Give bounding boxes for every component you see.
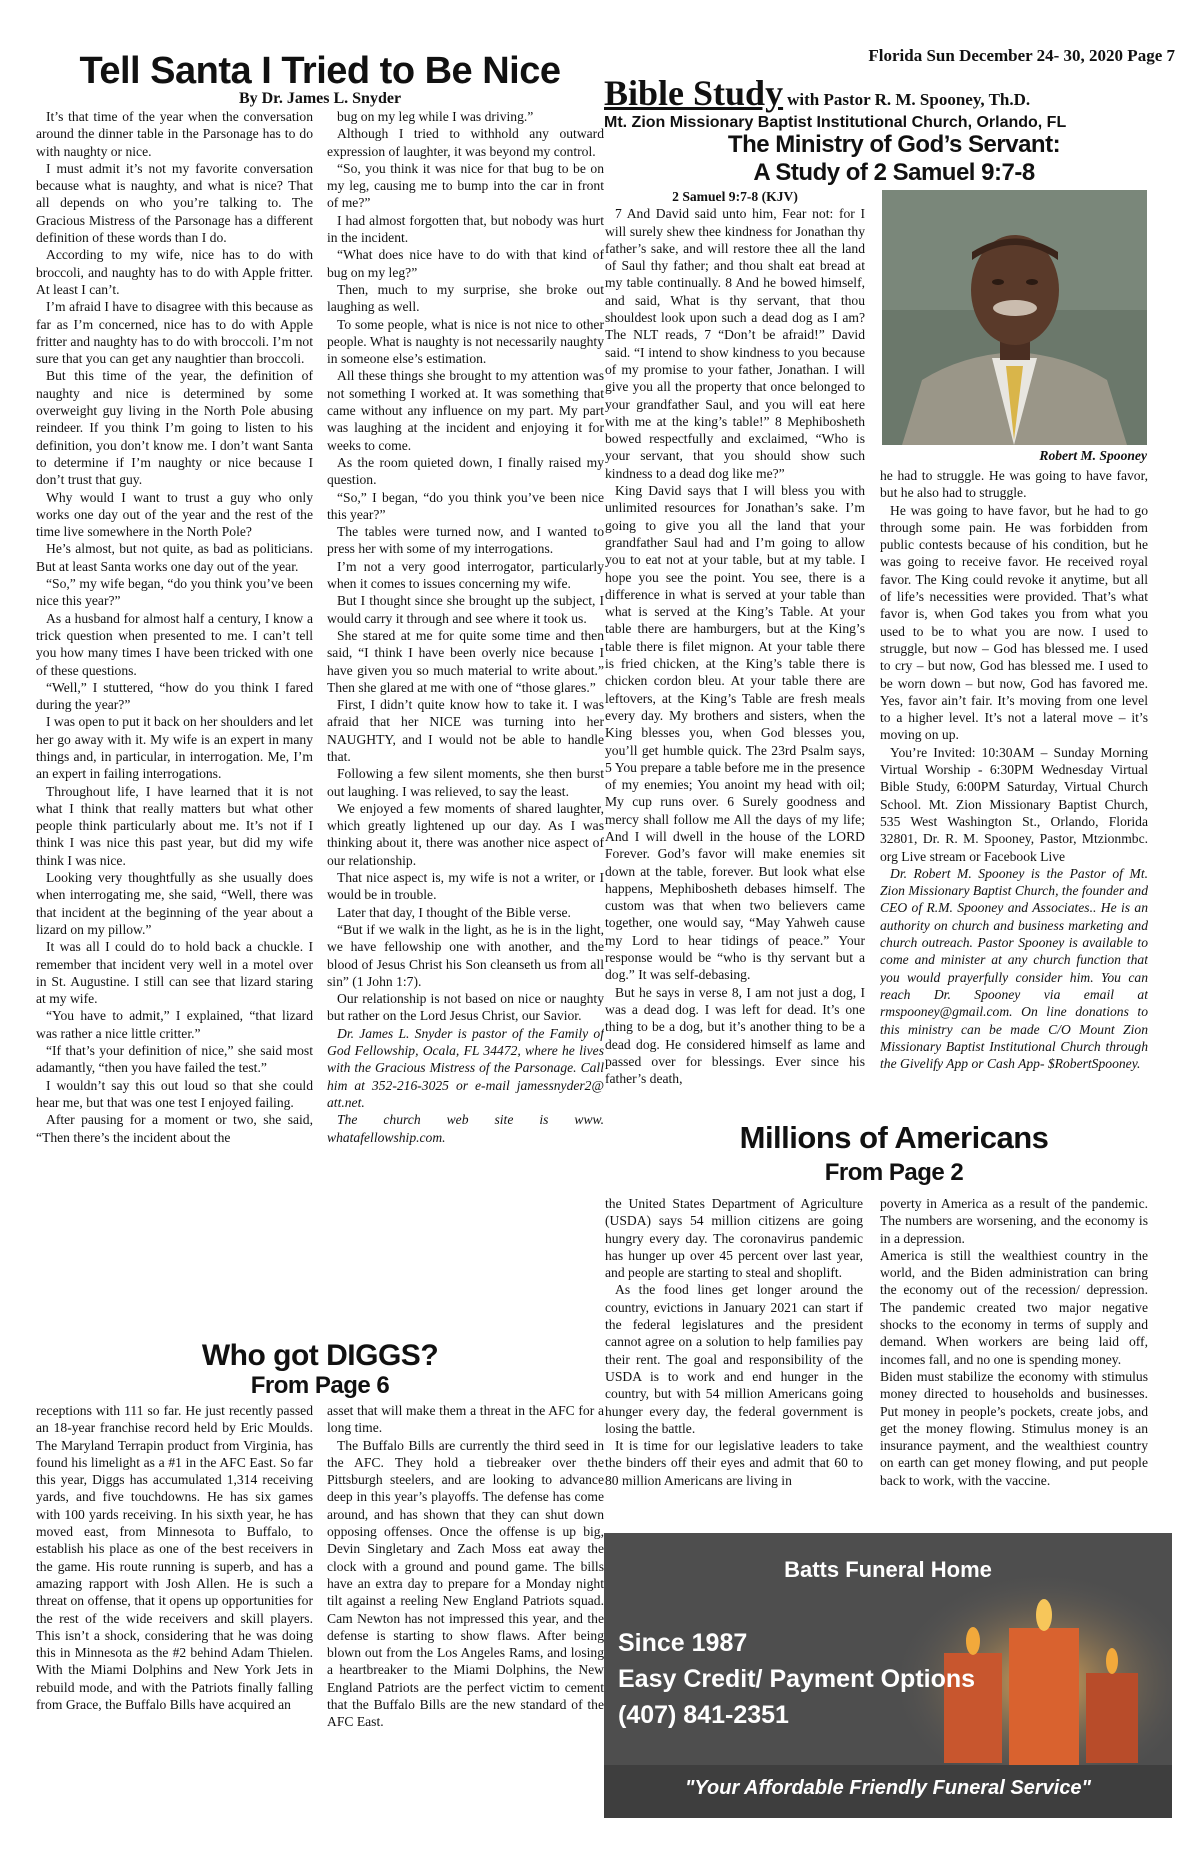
photo-caption: Robert M. Spooney xyxy=(1039,448,1147,463)
paragraph: But I thought since she brought up the subject, I would carry it through and see where it took us. xyxy=(327,593,604,626)
pastor-bio: Dr. Robert M. Spooney is the Pastor of Mt. Zion Missionary Baptist Church, the founder and CEO of R.M. Spooney and Associates.. He is an authority on church and business marketing and church outreach. Pastor Spooney is available to come and minister at any church function that you would prayerfully consider him. You can reach Dr. Spooney via email at rmspooney@gmail.com. On line donations to this ministry can be made C/O Mount Zion Missionary Baptist Institutional Church through the Givelify App or Cash App- $RobertSpooney. xyxy=(880,865,1148,1072)
millions-column-2 xyxy=(880,1195,1148,1525)
paragraph: But this time of the year, the definition of naughty and nice is determined by some overweight guy living in the North Pole abusing reindeer. If you think I’m going to listen to his definition, you don’t know me. I don’t want Santa to determine if I’m naughty or nice because I don’t trust that guy. xyxy=(36,368,313,488)
paragraph: The Buffalo Bills are currently the third seed in the AFC. They hold a tiebreaker over the Pittsburgh steelers, and are looking to advance deep in this year’s playoffs. The defense has come around, and has shown that they can shut down opposing offenses. Once the offense is up big, Devin Singletary and Zach Moss eat away the clock with a ground and pound game. The bills have an extra day to prepare for a Monday night tilt against a reeling New England Patriots squad. Cam Newton has not impressed this year, and the defense is starting to show flaws. After being blown out from the Los Angeles Rams, and losing a heartbreaker to the Miami Dolphins, the New England Patriots are the perfect victim to cement that the Buffalo Bills are the new standard of the AFC East. xyxy=(327,1437,604,1730)
paragraph: As the food lines get longer around the country, evictions in January 2021 can start if the federal legislatures and the president cannot agree on a solution to help families pay their rent. The goal and responsibility of the USDA is to work and end hunger in the country, but with 54 million Americans going hunger every day, the federal government is losing the battle. xyxy=(605,1282,863,1436)
paragraph: It was all I could do to hold back a chuckle. I remember that incident very well in a motel over in St. Augustine. I still can see that lizard staring at my wife. xyxy=(36,939,313,1007)
diggs-column-1 xyxy=(36,1402,313,1817)
paragraph: That nice aspect is, my wife is not a writer, or I would be in trouble. xyxy=(327,870,604,903)
paragraph: Our relationship is not based on nice or naughty but rather on the Lord Jesus Christ, our Savior. xyxy=(327,991,604,1024)
pastor-portrait-illustration xyxy=(882,190,1147,445)
paragraph: He’s almost, but not quite, as bad as politicians. But at least Santa works one day out of the year. xyxy=(36,541,313,574)
paragraph: I was open to put it back on her shoulders and let her go away with it. My wife is an expert in many things and, in particular, in interrogation. Me, I’m an expert in failing interrogations. xyxy=(36,714,313,782)
paragraph: “If that’s your definition of nice,” she said most adamantly, “then you have failed the test.” xyxy=(36,1043,313,1076)
santa-byline: By Dr. James L. Snyder xyxy=(238,90,402,107)
paragraph: the United States Department of Agriculture (USDA) says 54 million citizens are going hungry every day. The coronavirus pandemic has hunger up over 45 percent over last year, and people are starting to steal and shoplift. xyxy=(605,1196,863,1281)
paragraph: First, I didn’t quite know how to take it. I was afraid that her NICE was turning into her NAUGHTY, and I would not be able to handle that. xyxy=(327,697,604,764)
paragraph: “Well,” I stuttered, “how do you think I fared during the year?” xyxy=(36,679,313,713)
paragraph: To some people, what is nice is not nice to other people. What is naughty is not necessarily naughty in someone else’s estimation. xyxy=(327,316,604,367)
paragraph: She stared at me for quite some time and then said, “I think I have been overly nice because I have given you so much material to write about.” Then she glared at me with one of “those glares.” xyxy=(327,627,604,695)
paragraph: Looking very thoughtfully as she usually does when interrogating me, she said, “Well, there was that incident at the beginning of the year about a lizard on my pillow.” xyxy=(36,870,313,937)
paragraph: Although I tried to withhold any outward expression of laughter, it was beyond my control. xyxy=(327,126,604,159)
bible-study-header xyxy=(604,72,1184,114)
church-website: The church web site is www. whatafellowship.com. xyxy=(327,1112,604,1145)
paragraph: All these things she brought to my attention was not something I worked at. It was something that came without any influence on my part. My part was laughing at the incident and enjoying it for weeks to come. xyxy=(327,368,604,453)
ad-business-name: Batts Funeral Home xyxy=(784,1557,992,1582)
paragraph: I must admit it’s not my favorite conversation because what is naughty, and what is nice? That all depends on who you’re talking to. The Gracious Mistress of the Parsonage has a different definition of these words than I do. xyxy=(36,160,313,246)
paragraph: I’m afraid I have to disagree with this because as far as I’m concerned, nice has to do with Apple fritter and naughty has to do with broccoli. I’m not sure that you can get any naughtier than broccoli. xyxy=(36,299,313,367)
millions-headline: Millions of Americans xyxy=(739,1120,1049,1155)
diggs-column-2 xyxy=(327,1402,604,1817)
paragraph: 7 And David said unto him, Fear not: for I will surely shew thee kindness for Jonathan thy father’s sake, and will restore thee all the land of Saul thy father; and thou shalt eat bread at my table continually. 8 And he bowed himself, and said, What is thy servant, that thou shouldest look upon such a dead dog as I am? The NLT reads, 7 “Don’t be afraid!” David said. “I intend to show kindness to you because of my promise to your father, Jonathan. I will give you all the property that once belonged to your grandfather Saul, and you will eat here with me at the king’s table!” 8 Mephibosheth bowed respectfully and exclaimed, “Who is your servant, that you should show such kindness to a dead dog like me?” xyxy=(605,206,865,481)
bible-column-1 xyxy=(605,188,865,1113)
paragraph: poverty in America as a result of the pandemic. The numbers are worsening, and the economy is in a depression. xyxy=(880,1196,1148,1246)
ad-phone: (407) 841-2351 xyxy=(618,1701,789,1729)
paragraph: “But if we walk in the light, as he is in the light, we have fellowship one with another, and the blood of Jesus Christ his Son cleanseth us from all sin” (1 John 1:7). xyxy=(327,921,604,989)
paragraph: He was going to have favor, but he had to go through some pain. He was forbidden from public contests because of his condition, but he was going to receive favor. He received royal favor. The King could revoke it anytime, but all of life’s necessities were provided. That’s what favor is, when God takes you from what you used to be to what you are now. I used to struggle, but now – God has blessed me. I used to cry – but now, God has blessed me. I used to be worn down – but now, God has favored me. Yes, favor ain’t fair. It’s moving from one level to a higher level. It’s not a lateral move – it’s moving on up. xyxy=(880,502,1148,743)
bible-headline-1: The Ministry of God’s Servant: xyxy=(727,131,1061,158)
page-folio: Florida Sun December 24- 30, 2020 Page 7 xyxy=(868,46,1175,65)
pastor-photo xyxy=(882,190,1147,445)
paragraph: I had almost forgotten that, but nobody was hurt in the incident. xyxy=(327,212,604,246)
paragraph: America is still the wealthiest country in the world, and the Biden administration can bring the economy out of the recession/ depression. The pandemic created two major negative shocks to the economy in terms of supply and demand. When workers are being laid off, incomes fall, and no one is spending money. xyxy=(880,1247,1148,1367)
paragraph: asset that will make them a threat in the AFC for a long time. xyxy=(327,1403,604,1436)
paragraph: As the room quieted down, I finally raised my question. xyxy=(327,454,604,488)
paragraph: Why would I want to trust a guy who only works one day out of the year and the rest of the time live somewhere in the North Pole? xyxy=(36,489,313,540)
church-name: Mt. Zion Missionary Baptist Institutional Church, Orlando, FL xyxy=(604,114,1067,131)
bible-headline-2: A Study of 2 Samuel 9:7-8 xyxy=(753,159,1035,186)
paragraph: I wouldn’t say this out loud so that she could hear me, but that was one test I enjoyed failing. xyxy=(36,1077,313,1110)
paragraph: Biden must stabilize the economy with stimulus money directed to households and businesses. Put money in people’s pockets, create jobs, and get the money flowing. Stimulus money is an insurance payment, and the wealthiest country on earth can get money flowing, and put people back to work, with the vaccine. xyxy=(880,1368,1148,1488)
ad-since: Since 1987 xyxy=(618,1629,748,1657)
paragraph: “So, you think it was nice for that bug to be on my leg, causing me to bump into the car in front of me?” xyxy=(327,160,604,211)
santa-column-1 xyxy=(36,108,313,1333)
paragraph: I’m not a very good interrogator, particularly when it comes to issues concerning my wife. xyxy=(327,558,604,592)
diggs-jump-line: From Page 6 xyxy=(250,1372,390,1399)
paragraph: Throughout life, I have learned that it is not what I think that really matters but what other people think particularly about me. It’s not if I think I was nice this past year, but did my wife think I was nice. xyxy=(36,783,313,868)
paragraph: King David says that I will bless you with unlimited resources for Jonathan’s sake. I’m going to give you all the land that your grandfather Saul had and I’m going to allow you to eat not at your table, but at my table. I hope you see the point. You see, there is a difference in what is served at your table than what is served at the King’s Table. At your table there are hamburgers, but at the King’s table there is filet mignon. At your table there is fried chicken, at the King’s table there is chicken cordon bleu. At your table there are leftovers, at the King’s Table are fresh meals every day. My brothers and sisters, when the King blesses you, when God blesses you, you’ll get humble quick. The 23rd Psalm says, 5 You prepare a table before me in the presence of my enemies; You anoint my head with oil; My cup runs over. 6 Surely goodness and mercy shall follow me All the days of my life; And I will dwell in the house of the LORD Forever. God’s favor will make enemies sit down at the table, forever. But look what else happens, Mephibosheth debases himself. The custom was that when two believers came together, one would say, “May Yahweh cause my Lord to hear tidings of peace.” Your response would be “who is thy servant but a dog.” It was self-debasing. xyxy=(605,483,865,983)
paragraph: “You have to admit,” I explained, “that lizard was rather a nice little critter.” xyxy=(36,1008,313,1041)
diggs-headline: Who got DIGGS? xyxy=(201,1339,439,1372)
paragraph: As a husband for almost half a century, I know a trick question when presented to me. I can’t tell you how many times I have been tricked with one of these questions. xyxy=(36,610,313,678)
millions-column-1 xyxy=(605,1195,863,1525)
paragraph: According to my wife, nice has to do with broccoli, and naughty has to do with Apple fritter. At least I can’t. xyxy=(36,247,313,297)
paragraph: receptions with 111 so far. He just recently passed an 18-year franchise record held by Eric Moulds. The Maryland Terrapin product from Virginia, has found his limelight as a #1 in the AFC East. So far this year, Diggs has accumulated 1,314 receiving yards, and five touchdowns. He has six games with 100 yards receiving. In his sixth year, he has moved east, from Minnesota to Buffalo, to establish his place as one of the best receivers in the game. His route running is superb, and has a amazing rapport with Josh Allen. He is such a threat on offense, that it opens up opportunities for the rest of the wide receivers and skill players. This isn’t a shock, considering that he was doing this in Minnesota as the #2 behind Adam Thielen. With the Miami Dolphins and New York Jets in rebuild mode, and with the Patriots finally falling from Grace, the Buffalo Bills have acquired an xyxy=(36,1403,313,1713)
funeral-home-ad xyxy=(604,1533,1172,1818)
ad-credit: Easy Credit/ Payment Options xyxy=(618,1665,976,1693)
paragraph: After pausing for a moment or two, she said, “Then there’s the incident about the xyxy=(36,1112,313,1145)
ad-tagline: "Your Affordable Friendly Funeral Service" xyxy=(684,1777,1092,1799)
paragraph: We enjoyed a few moments of shared laughter, which greatly lightened up our day. As I was thinking about it, there was another nice aspect of our relationship. xyxy=(327,800,604,868)
paragraph: You’re Invited: 10:30AM – Sunday Morning Virtual Worship - 6:30PM Wednesday Virtual Bible Study, 6:00PM Saturday, Virtual Church School. Mt. Zion Missionary Baptist Church, 535 West Washington St., Orlando, Florida 32801, Dr. R. M. Spooney, Pastor, Mtzionmbc. org Live stream or Facebook Live xyxy=(880,744,1148,864)
paragraph: “What does nice have to do with that kind of bug on my leg?” xyxy=(327,247,604,280)
paragraph: “So,” I began, “do you think you’ve been nice this year?” xyxy=(327,489,604,522)
verse-reference: 2 Samuel 9:7-8 (KJV) xyxy=(672,189,798,204)
bible-study-title: Bible Study xyxy=(604,73,784,113)
santa-headline: Tell Santa I Tried to Be Nice xyxy=(79,50,561,92)
author-bio: Dr. James L. Snyder is pastor of the Family of God Fellowship, Ocala, FL 34472, where he lives with the Gracious Mistress of the Parsonage. Call him at 352-216-3025 or e-mail jamessnyder2@ att.net. xyxy=(327,1025,604,1110)
paragraph: bug on my leg while I was driving.” xyxy=(337,109,534,124)
paragraph: Later that day, I thought of the Bible verse. xyxy=(337,904,571,920)
santa-column-2 xyxy=(327,108,604,1333)
paragraph: he had to struggle. He was going to have favor, but he also had to struggle. xyxy=(880,468,1148,501)
bible-column-2 xyxy=(880,467,1148,1112)
millions-jump-line: From Page 2 xyxy=(824,1159,964,1186)
paragraph: Following a few silent moments, she then burst out laughing. I was relieved, to say the least. xyxy=(327,766,604,799)
paragraph: It’s that time of the year when the conversation around the dinner table in the Parsonage has to do with naughty or nice. xyxy=(36,109,313,159)
bible-study-pastor: with Pastor R. M. Spooney, Th.D. xyxy=(787,90,1031,109)
paragraph: But he says in verse 8, I am not just a dog, I was a dead dog. I was left for dead. It’s one thing to be a dog, but it’s another thing to be a dead dog. He considered himself as lame and passed over for blessings. Ever since his father’s death, xyxy=(605,984,865,1087)
paragraph: The tables were turned now, and I wanted to press her with some of my interrogations. xyxy=(327,524,604,557)
paragraph: It is time for our legislative leaders to take the binders off their eyes and admit that 60 to 80 million Americans are living in xyxy=(605,1438,863,1488)
paragraph: “So,” my wife began, “do you think you’ve been nice this year?” xyxy=(36,576,313,609)
paragraph: Then, much to my surprise, she broke out laughing as well. xyxy=(327,281,604,315)
